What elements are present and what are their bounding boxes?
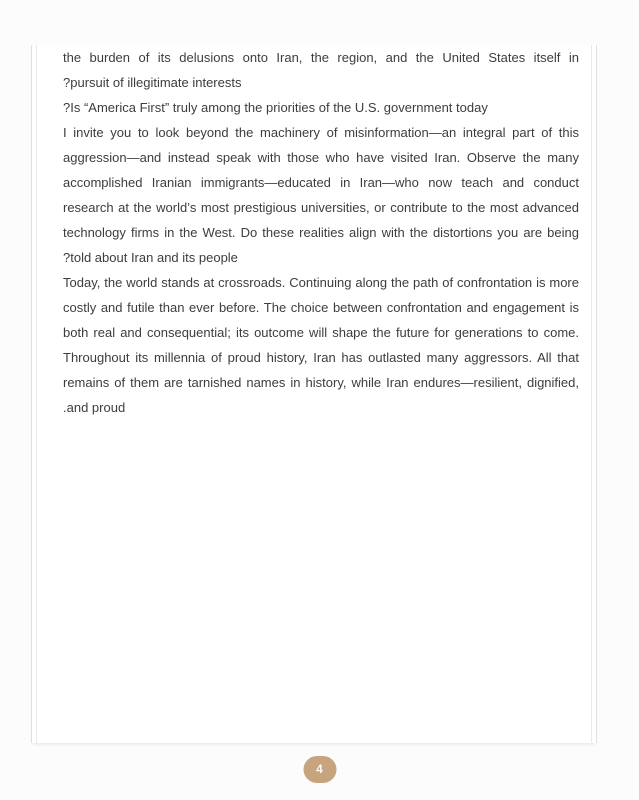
text-line: and proud. (63, 400, 126, 415)
text-line: both real and consequential; its outcome will shape the future for generations to come.‎ (63, 325, 579, 340)
paragraph (63, 120, 579, 270)
text-line: technology firms in the West. Do these realities align with the distortions you are being (63, 225, 579, 240)
text-line: told about Iran and its people? (63, 250, 238, 265)
text-line: research at the world’s most prestigious universities, or contribute to the most advanced (63, 200, 579, 215)
page-sheet (36, 45, 592, 743)
text-line: Throughout its millennia of proud history, Iran has outlasted many aggressors. All that (63, 350, 579, 365)
text-line: remains of them are tarnished names in history, while Iran endures—resilient, dignified,‎ (63, 375, 579, 390)
text-line: Today, the world stands at crossroads. Continuing along the path of confrontation is more (63, 275, 579, 290)
text-line: Is “America First” truly among the priorities of the U.S. government today? (63, 100, 488, 115)
text-line: pursuit of illegitimate interests? (63, 75, 242, 90)
text-line: costly and futile than ever before. The choice between confrontation and engagement is (63, 300, 579, 315)
paragraph (63, 270, 579, 420)
text-line: the burden of its delusions onto Iran, the region, and the United States itself in (63, 50, 579, 65)
document-page (31, 45, 597, 743)
text-line: I invite you to look beyond the machinery of misinformation—an integral part of this (63, 125, 579, 140)
paragraph (63, 95, 579, 120)
text-line: accomplished Iranian immigrants—educated in Iran—who now teach and conduct (63, 175, 579, 190)
paragraph (63, 45, 579, 95)
page-number-badge (303, 756, 336, 783)
text-line: aggression—and instead speak with those who have visited Iran. Observe the many (63, 150, 579, 165)
page-number: 4 (316, 762, 323, 776)
